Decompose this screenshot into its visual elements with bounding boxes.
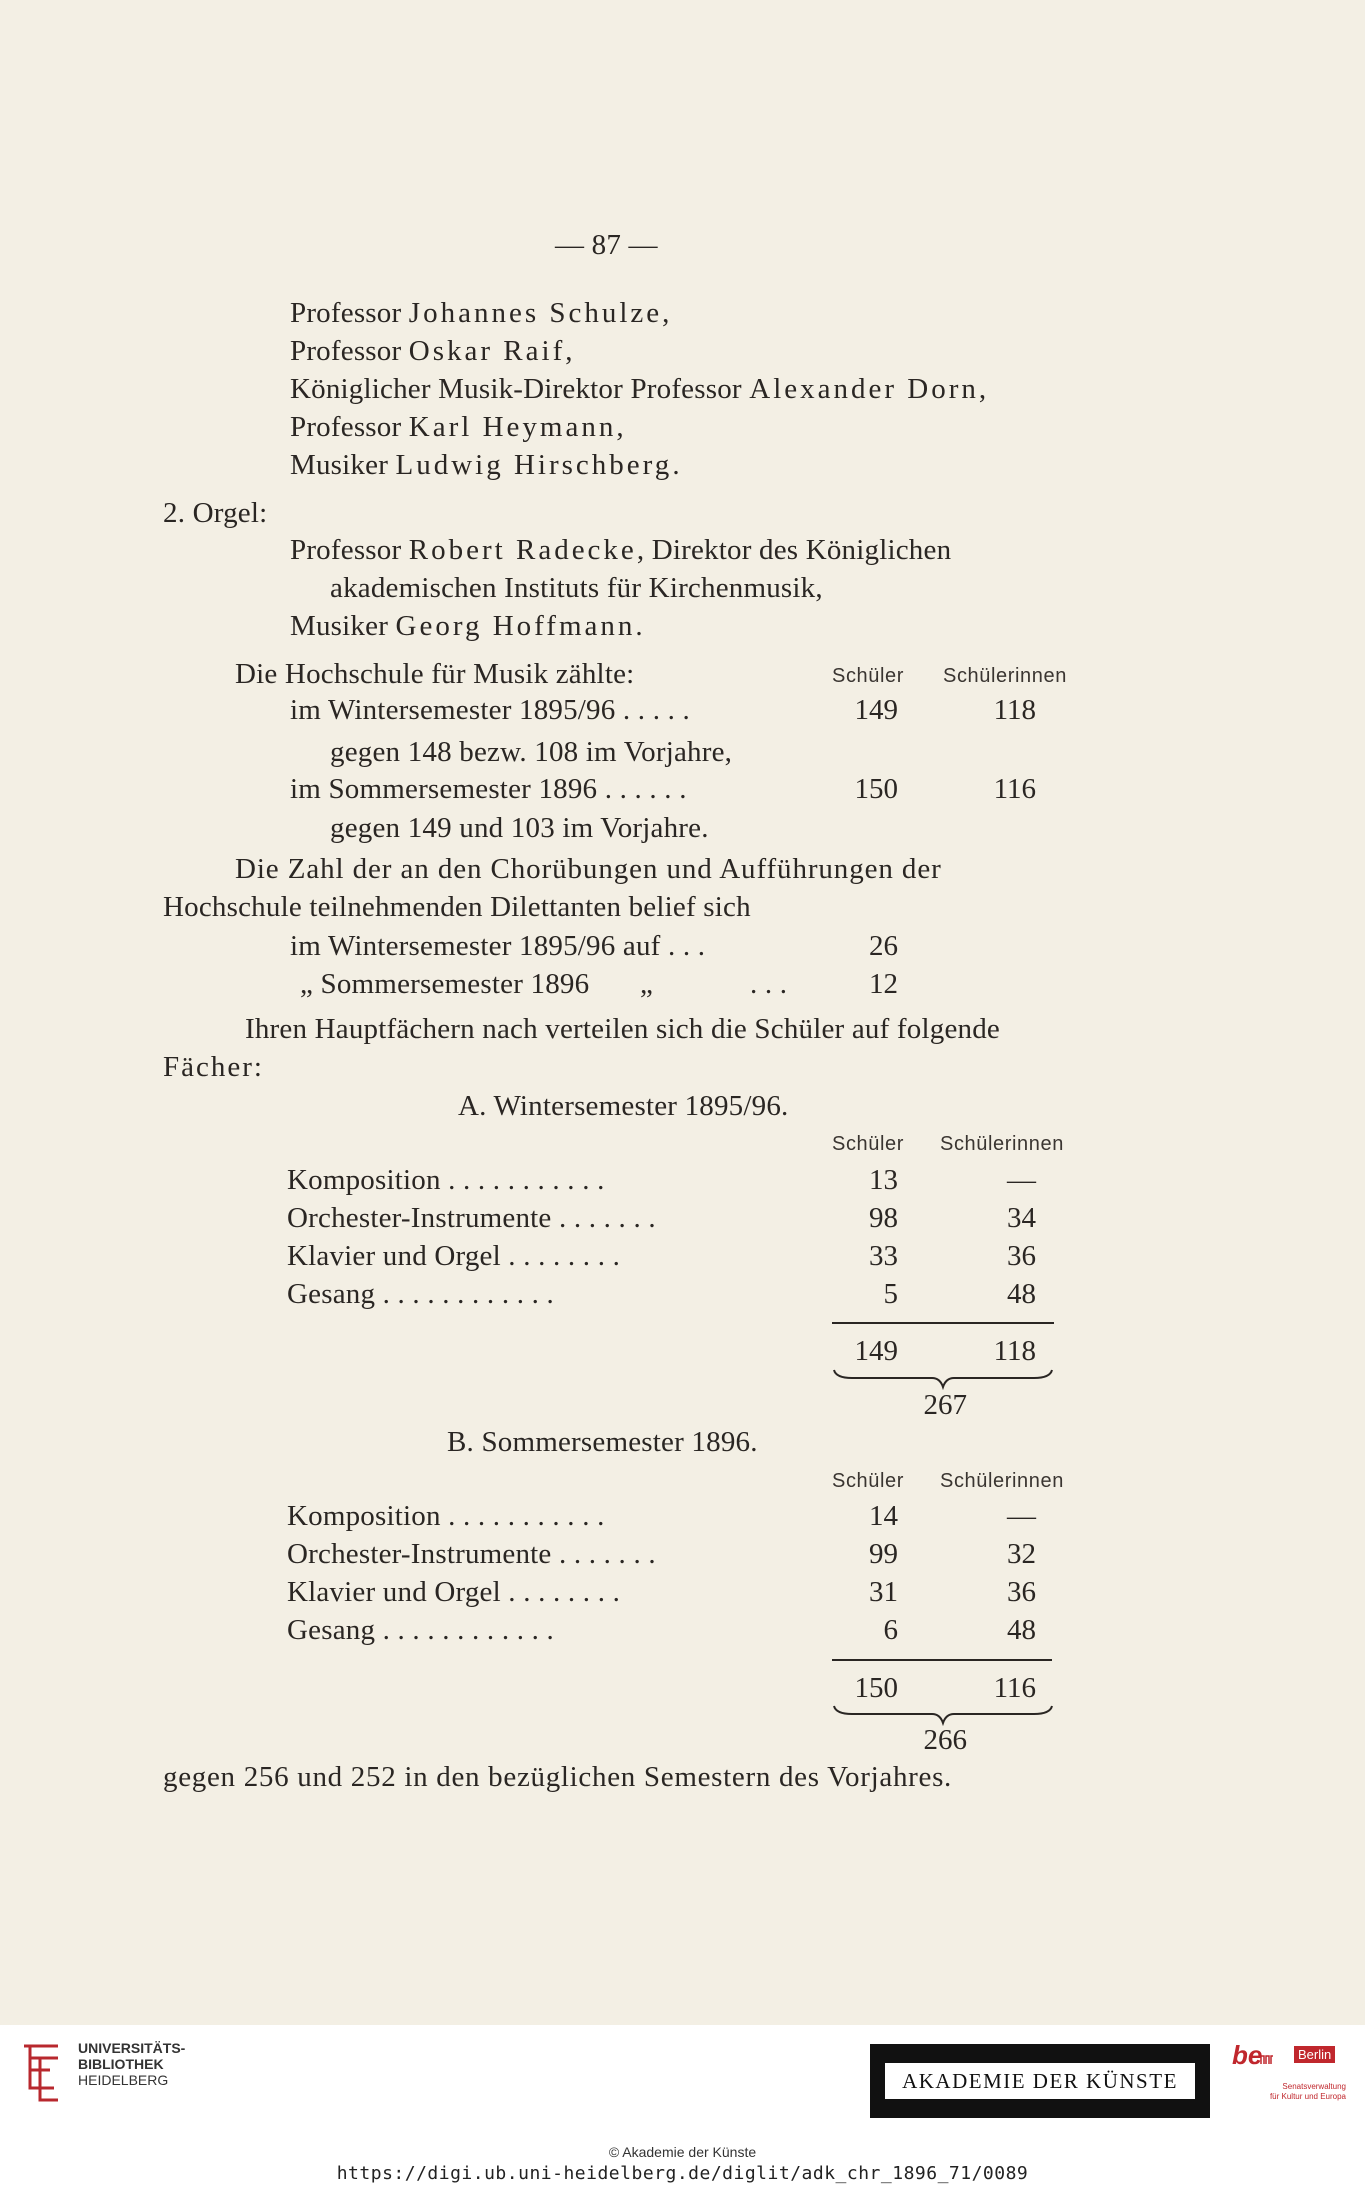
sommer-schueler: 150 [854, 773, 898, 805]
table-cell-schuelerinnen: 48 [1007, 1614, 1036, 1646]
table-cell-schueler: 99 [869, 1538, 898, 1570]
berlin-senat-logo[interactable] [1230, 2040, 1348, 2120]
table-cell-schuelerinnen: 32 [1007, 1538, 1036, 1570]
table-row-label: Orchester-Instrumente . . . . . . . [287, 1202, 656, 1234]
column-header-schueler: Schüler [832, 665, 905, 687]
table-cell-schuelerinnen: 36 [1007, 1240, 1036, 1272]
table-row-label: Orchester-Instrumente . . . . . . . [287, 1538, 656, 1570]
table-cell-schueler: 6 [883, 1614, 898, 1646]
ditto-mark: „ [640, 968, 654, 1000]
brace-icon [832, 1368, 1054, 1390]
table-row-label: Klavier und Orgel . . . . . . . . [287, 1240, 621, 1272]
university-library-logo-icon[interactable] [14, 2038, 66, 2108]
table-row-label: Gesang . . . . . . . . . . . . [287, 1614, 554, 1646]
permalink-url[interactable]: https://digi.ub.uni-heidelberg.de/diglit/adk_chr_1896_71/0089 [336, 2163, 1029, 2184]
sum-rule [832, 1659, 1052, 1661]
table-cell-schueler: 33 [869, 1240, 898, 1272]
akademie-logo[interactable] [870, 2044, 1210, 2118]
sommer-schuelerinnen: 116 [993, 773, 1036, 805]
section-b-header-schuelerinnen: Schülerinnen [940, 1470, 1064, 1492]
dilettanten-paragraph-1: Die Zahl der an den Chorübungen und Aufführungen der [235, 853, 942, 885]
footer-bar [0, 2025, 1365, 2193]
table-cell-schuelerinnen: — [1007, 1164, 1036, 1196]
section-b-heading: B. Sommersemester 1896. [447, 1426, 758, 1458]
hauptfaecher-paragraph-1: Ihren Hauptfächern nach verteilen sich die Schüler auf folgende [245, 1013, 1000, 1045]
count-intro: Die Hochschule für Musik zählte: [235, 658, 635, 690]
dilettanten-winter-value: 26 [869, 930, 898, 962]
table-cell-schueler: 98 [869, 1202, 898, 1234]
table-cell-schuelerinnen: — [1007, 1500, 1036, 1532]
winter-line: im Wintersemester 1895/96 . . . . . [290, 694, 690, 726]
orgel-line-3: Musiker Georg Hoffmann. [290, 610, 643, 642]
member-line-3: Königlicher Musik-Direktor Professor Alexander Dorn, [290, 373, 987, 405]
section-a-total: 267 [923, 1389, 967, 1421]
table-cell-schuelerinnen: 36 [1007, 1576, 1036, 1608]
table-row-label: Gesang . . . . . . . . . . . . [287, 1278, 554, 1310]
table-row-label: Komposition . . . . . . . . . . . [287, 1500, 605, 1532]
table-cell-schueler: 31 [869, 1576, 898, 1608]
dilettanten-sommer: „ Sommersemester 1896 [300, 968, 590, 1000]
orgel-heading: 2. Orgel: [163, 497, 268, 529]
section-a-sum-schueler: 149 [854, 1335, 898, 1367]
university-library-name: UNIVERSITÄTS- BIBLIOTHEK HEIDELBERG [78, 2040, 186, 2088]
page-number: — 87 — [555, 229, 658, 261]
winter-schuelerinnen: 118 [993, 694, 1036, 726]
orgel-line-1: Professor Robert Radecke, Direktor des Königlichen [290, 534, 952, 566]
member-line-2: Professor Oskar Raif, [290, 335, 573, 367]
hauptfaecher-paragraph-2: Fächer: [163, 1051, 264, 1083]
table-cell-schueler: 5 [883, 1278, 898, 1310]
dilettanten-winter: im Wintersemester 1895/96 auf . . . [290, 930, 706, 962]
table-cell-schueler: 14 [869, 1500, 898, 1532]
winter-schueler: 149 [854, 694, 898, 726]
berlin-be-mark: be [1232, 2040, 1263, 2070]
akademie-logo-text: AKADEMIE DER KÜNSTE [884, 2062, 1196, 2100]
copyright-notice: © Akademie der Künste [608, 2144, 757, 2160]
member-line-1: Professor Johannes Schulze, [290, 297, 670, 329]
member-line-4: Professor Karl Heymann, [290, 411, 624, 443]
table-cell-schuelerinnen: 48 [1007, 1278, 1036, 1310]
section-a-sum-schuelerinnen: 118 [993, 1335, 1036, 1367]
dilettanten-paragraph-2: Hochschule teilnehmenden Dilettanten belief sich [163, 891, 751, 923]
table-row-label: Komposition . . . . . . . . . . . [287, 1164, 605, 1196]
column-header-schuelerinnen: Schülerinnen [943, 665, 1067, 687]
dilettanten-sommer-dots: . . . [750, 968, 788, 1000]
section-b-total: 266 [923, 1724, 967, 1756]
section-a-header-schuelerinnen: Schülerinnen [940, 1133, 1064, 1155]
closing-line: gegen 256 und 252 in den bezüglichen Semestern des Vorjahres. [163, 1761, 953, 1793]
berlin-bear-icon [1260, 2052, 1274, 2066]
sum-rule [832, 1322, 1054, 1324]
section-b-sum-schuelerinnen: 116 [993, 1672, 1036, 1704]
orgel-line-2: akademischen Instituts für Kirchenmusik, [330, 572, 823, 604]
dilettanten-sommer-value: 12 [869, 968, 898, 1000]
section-b-sum-schueler: 150 [854, 1672, 898, 1704]
section-a-heading: A. Wintersemester 1895/96. [458, 1090, 789, 1122]
sommer-previous: gegen 149 und 103 im Vorjahre. [330, 812, 709, 844]
table-cell-schuelerinnen: 34 [1007, 1202, 1036, 1234]
section-b-header-schueler: Schüler [832, 1470, 905, 1492]
berlin-label: Berlin [1294, 2046, 1335, 2063]
table-cell-schueler: 13 [869, 1164, 898, 1196]
table-row-label: Klavier und Orgel . . . . . . . . [287, 1576, 621, 1608]
sommer-line: im Sommersemester 1896 . . . . . . [290, 773, 687, 805]
berlin-senat-caption: Senatsverwaltung für Kultur und Europa [1269, 2082, 1346, 2101]
section-a-header-schueler: Schüler [832, 1133, 905, 1155]
member-line-5: Musiker Ludwig Hirschberg. [290, 449, 680, 481]
winter-previous: gegen 148 bezw. 108 im Vorjahre, [330, 736, 733, 768]
